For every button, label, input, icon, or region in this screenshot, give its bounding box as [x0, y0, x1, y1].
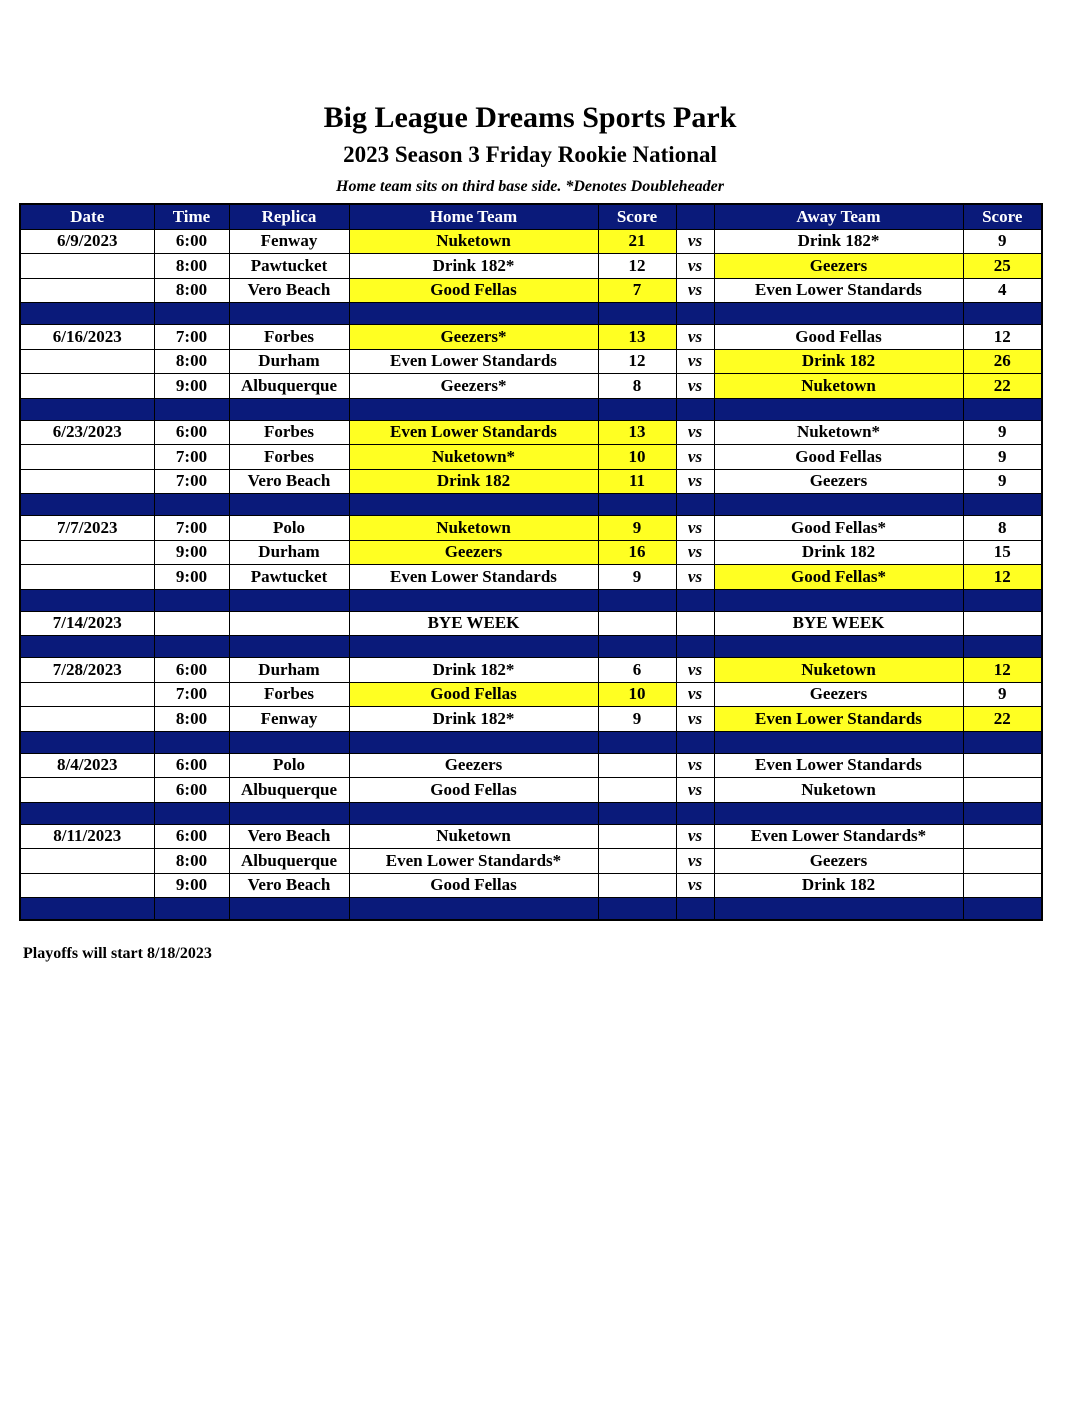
game-date: 8/11/2023	[20, 824, 154, 849]
game-row	[20, 753, 1042, 778]
away-team: Even Lower Standards*	[714, 824, 963, 849]
separator-cell	[598, 494, 676, 516]
game-replica-field: Vero Beach	[229, 873, 349, 898]
separator-cell	[154, 494, 229, 516]
game-time	[154, 611, 229, 636]
separator-cell	[676, 802, 714, 824]
header-vs	[676, 204, 714, 229]
vs-label: vs	[676, 849, 714, 874]
separator-cell	[963, 398, 1042, 420]
separator-cell	[154, 898, 229, 921]
away-team: Geezers	[714, 469, 963, 494]
header-date: Date	[20, 204, 154, 229]
game-replica-field: Vero Beach	[229, 469, 349, 494]
doubleheader-note: Home team sits on third base side. *Denotes Doubleheader	[336, 178, 724, 195]
separator-cell	[229, 802, 349, 824]
home-score: 13	[598, 420, 676, 445]
game-time: 6:00	[154, 778, 229, 803]
separator-cell	[963, 731, 1042, 753]
vs-label: vs	[676, 778, 714, 803]
home-team: Even Lower Standards	[349, 349, 598, 374]
away-team: Nuketown	[714, 374, 963, 399]
game-replica-field: Durham	[229, 540, 349, 565]
game-date	[20, 565, 154, 590]
home-score: 10	[598, 445, 676, 470]
away-score: 9	[963, 469, 1042, 494]
home-score: 9	[598, 565, 676, 590]
week-separator-row	[20, 398, 1042, 420]
separator-cell	[20, 494, 154, 516]
away-score	[963, 753, 1042, 778]
game-replica-field: Pawtucket	[229, 254, 349, 279]
home-team: Good Fellas	[349, 278, 598, 303]
away-score: 22	[963, 374, 1042, 399]
week-separator-row	[20, 802, 1042, 824]
game-time: 7:00	[154, 516, 229, 541]
away-score: 12	[963, 658, 1042, 683]
vs-label: vs	[676, 349, 714, 374]
game-time: 6:00	[154, 753, 229, 778]
week-separator-row	[20, 303, 1042, 325]
game-replica-field: Polo	[229, 516, 349, 541]
game-date	[20, 707, 154, 732]
game-time: 9:00	[154, 873, 229, 898]
separator-cell	[714, 398, 963, 420]
separator-cell	[963, 589, 1042, 611]
game-replica-field: Forbes	[229, 420, 349, 445]
home-team: Drink 182*	[349, 707, 598, 732]
home-score: 16	[598, 540, 676, 565]
game-replica-field: Durham	[229, 658, 349, 683]
vs-label: vs	[676, 682, 714, 707]
game-date: 8/4/2023	[20, 753, 154, 778]
separator-cell	[598, 398, 676, 420]
home-team: Geezers	[349, 540, 598, 565]
game-replica-field: Forbes	[229, 682, 349, 707]
away-team: Drink 182*	[714, 229, 963, 254]
game-date	[20, 540, 154, 565]
separator-cell	[676, 494, 714, 516]
separator-cell	[714, 802, 963, 824]
home-team: Nuketown*	[349, 445, 598, 470]
separator-cell	[598, 303, 676, 325]
separator-cell	[598, 636, 676, 658]
away-team: Even Lower Standards	[714, 278, 963, 303]
separator-cell	[20, 398, 154, 420]
vs-label: vs	[676, 374, 714, 399]
separator-cell	[598, 589, 676, 611]
game-replica-field: Vero Beach	[229, 824, 349, 849]
separator-cell	[714, 589, 963, 611]
separator-cell	[349, 802, 598, 824]
game-replica-field: Polo	[229, 753, 349, 778]
away-team: Geezers	[714, 682, 963, 707]
home-score	[598, 849, 676, 874]
game-row	[20, 469, 1042, 494]
home-team: Drink 182*	[349, 658, 598, 683]
home-score: 12	[598, 254, 676, 279]
game-row	[20, 682, 1042, 707]
game-row	[20, 420, 1042, 445]
separator-cell	[20, 636, 154, 658]
separator-cell	[20, 802, 154, 824]
away-score: 12	[963, 565, 1042, 590]
separator-cell	[349, 589, 598, 611]
home-team: Good Fellas	[349, 682, 598, 707]
separator-cell	[229, 731, 349, 753]
away-score	[963, 778, 1042, 803]
separator-cell	[676, 589, 714, 611]
separator-cell	[20, 731, 154, 753]
vs-label: vs	[676, 420, 714, 445]
separator-cell	[714, 898, 963, 921]
game-time: 7:00	[154, 682, 229, 707]
game-date: 7/7/2023	[20, 516, 154, 541]
game-row	[20, 824, 1042, 849]
separator-cell	[963, 802, 1042, 824]
game-time: 9:00	[154, 540, 229, 565]
home-score: 9	[598, 707, 676, 732]
separator-cell	[598, 898, 676, 921]
page-subtitle: 2023 Season 3 Friday Rookie National	[343, 142, 717, 167]
home-score	[598, 873, 676, 898]
game-date	[20, 778, 154, 803]
home-score	[598, 778, 676, 803]
separator-cell	[349, 303, 598, 325]
away-score: 9	[963, 445, 1042, 470]
away-score: 4	[963, 278, 1042, 303]
week-separator-row	[20, 494, 1042, 516]
header-row	[20, 204, 1042, 229]
separator-cell	[349, 898, 598, 921]
separator-cell	[714, 731, 963, 753]
vs-label: vs	[676, 325, 714, 350]
vs-label: vs	[676, 516, 714, 541]
home-score: 9	[598, 516, 676, 541]
game-date	[20, 682, 154, 707]
home-score	[598, 611, 676, 636]
vs-label: vs	[676, 873, 714, 898]
game-replica-field: Pawtucket	[229, 565, 349, 590]
game-date: 7/28/2023	[20, 658, 154, 683]
separator-cell	[676, 731, 714, 753]
away-score: 8	[963, 516, 1042, 541]
separator-cell	[229, 398, 349, 420]
game-row	[20, 540, 1042, 565]
game-time: 8:00	[154, 254, 229, 279]
away-team: Geezers	[714, 849, 963, 874]
game-time: 6:00	[154, 229, 229, 254]
separator-cell	[154, 589, 229, 611]
separator-cell	[598, 731, 676, 753]
separator-cell	[229, 494, 349, 516]
home-score: 6	[598, 658, 676, 683]
separator-cell	[349, 731, 598, 753]
home-team: Good Fellas	[349, 778, 598, 803]
game-replica-field: Vero Beach	[229, 278, 349, 303]
away-score: 9	[963, 420, 1042, 445]
game-replica-field: Fenway	[229, 229, 349, 254]
home-team: Drink 182*	[349, 254, 598, 279]
week-separator-row	[20, 589, 1042, 611]
vs-label: vs	[676, 824, 714, 849]
home-score: 13	[598, 325, 676, 350]
game-row	[20, 707, 1042, 732]
game-row	[20, 445, 1042, 470]
game-time: 7:00	[154, 325, 229, 350]
home-team: Nuketown	[349, 824, 598, 849]
separator-cell	[154, 636, 229, 658]
home-score: 7	[598, 278, 676, 303]
home-team: Even Lower Standards	[349, 565, 598, 590]
home-team: Even Lower Standards	[349, 420, 598, 445]
vs-label: vs	[676, 707, 714, 732]
game-row	[20, 374, 1042, 399]
game-row	[20, 229, 1042, 254]
home-team: Good Fellas	[349, 873, 598, 898]
separator-cell	[963, 898, 1042, 921]
game-time: 8:00	[154, 278, 229, 303]
separator-cell	[676, 636, 714, 658]
game-time: 6:00	[154, 658, 229, 683]
away-score: 22	[963, 707, 1042, 732]
separator-cell	[349, 398, 598, 420]
game-replica-field	[229, 611, 349, 636]
away-team: Good Fellas*	[714, 565, 963, 590]
week-separator-row	[20, 731, 1042, 753]
header-home-team: Home Team	[349, 204, 598, 229]
away-team: Good Fellas*	[714, 516, 963, 541]
separator-cell	[154, 731, 229, 753]
separator-cell	[714, 494, 963, 516]
away-team: Geezers	[714, 254, 963, 279]
separator-cell	[963, 303, 1042, 325]
vs-label	[676, 611, 714, 636]
vs-label: vs	[676, 278, 714, 303]
game-date	[20, 873, 154, 898]
away-score: 25	[963, 254, 1042, 279]
home-score: 10	[598, 682, 676, 707]
game-time: 8:00	[154, 349, 229, 374]
separator-cell	[229, 636, 349, 658]
vs-label: vs	[676, 254, 714, 279]
away-score: 26	[963, 349, 1042, 374]
away-score	[963, 611, 1042, 636]
game-time: 6:00	[154, 420, 229, 445]
playoffs-footnote: Playoffs will start 8/18/2023	[23, 945, 212, 962]
game-row	[20, 849, 1042, 874]
home-team: Drink 182	[349, 469, 598, 494]
home-score: 12	[598, 349, 676, 374]
vs-label: vs	[676, 540, 714, 565]
game-date: 7/14/2023	[20, 611, 154, 636]
separator-cell	[154, 398, 229, 420]
separator-cell	[229, 303, 349, 325]
game-date	[20, 349, 154, 374]
separator-cell	[20, 589, 154, 611]
away-score	[963, 873, 1042, 898]
bye-week-row	[20, 611, 1042, 636]
game-replica-field: Albuquerque	[229, 374, 349, 399]
away-team: Drink 182	[714, 540, 963, 565]
game-time: 6:00	[154, 824, 229, 849]
game-row	[20, 325, 1042, 350]
away-team: Nuketown	[714, 658, 963, 683]
home-team: Nuketown	[349, 516, 598, 541]
home-team: Geezers*	[349, 325, 598, 350]
home-score: 8	[598, 374, 676, 399]
separator-cell	[229, 589, 349, 611]
game-replica-field: Forbes	[229, 445, 349, 470]
vs-label: vs	[676, 445, 714, 470]
separator-cell	[676, 303, 714, 325]
away-team: Even Lower Standards	[714, 753, 963, 778]
separator-cell	[598, 802, 676, 824]
home-team: BYE WEEK	[349, 611, 598, 636]
game-replica-field: Durham	[229, 349, 349, 374]
game-date: 6/16/2023	[20, 325, 154, 350]
away-team: Nuketown*	[714, 420, 963, 445]
week-separator-row	[20, 898, 1042, 921]
vs-label: vs	[676, 229, 714, 254]
home-team: Even Lower Standards*	[349, 849, 598, 874]
game-replica-field: Forbes	[229, 325, 349, 350]
vs-label: vs	[676, 753, 714, 778]
game-row	[20, 565, 1042, 590]
away-score: 12	[963, 325, 1042, 350]
separator-cell	[20, 898, 154, 921]
home-team: Geezers	[349, 753, 598, 778]
away-team: Even Lower Standards	[714, 707, 963, 732]
header-away-score: Score	[963, 204, 1042, 229]
separator-cell	[154, 802, 229, 824]
home-score: 21	[598, 229, 676, 254]
game-time: 7:00	[154, 445, 229, 470]
game-date: 6/23/2023	[20, 420, 154, 445]
game-time: 8:00	[154, 707, 229, 732]
away-score	[963, 849, 1042, 874]
header-home-score: Score	[598, 204, 676, 229]
game-row	[20, 778, 1042, 803]
separator-cell	[349, 636, 598, 658]
vs-label: vs	[676, 469, 714, 494]
game-date	[20, 849, 154, 874]
away-team: Drink 182	[714, 349, 963, 374]
home-score: 11	[598, 469, 676, 494]
game-date	[20, 445, 154, 470]
away-score: 9	[963, 682, 1042, 707]
game-row	[20, 516, 1042, 541]
game-replica-field: Fenway	[229, 707, 349, 732]
away-team: Good Fellas	[714, 445, 963, 470]
home-score	[598, 753, 676, 778]
away-team: Good Fellas	[714, 325, 963, 350]
separator-cell	[20, 303, 154, 325]
game-date	[20, 254, 154, 279]
separator-cell	[154, 303, 229, 325]
away-score	[963, 824, 1042, 849]
separator-cell	[229, 898, 349, 921]
header-away-team: Away Team	[714, 204, 963, 229]
away-team: Nuketown	[714, 778, 963, 803]
game-row	[20, 254, 1042, 279]
vs-label: vs	[676, 565, 714, 590]
game-time: 9:00	[154, 374, 229, 399]
separator-cell	[349, 494, 598, 516]
game-date	[20, 278, 154, 303]
separator-cell	[714, 636, 963, 658]
game-time: 7:00	[154, 469, 229, 494]
header-replica: Replica	[229, 204, 349, 229]
game-row	[20, 873, 1042, 898]
week-separator-row	[20, 636, 1042, 658]
game-date: 6/9/2023	[20, 229, 154, 254]
game-row	[20, 658, 1042, 683]
game-row	[20, 278, 1042, 303]
separator-cell	[676, 398, 714, 420]
page-title: Big League Dreams Sports Park	[323, 101, 737, 134]
game-date	[20, 374, 154, 399]
game-time: 8:00	[154, 849, 229, 874]
away-team: BYE WEEK	[714, 611, 963, 636]
separator-cell	[963, 636, 1042, 658]
separator-cell	[676, 898, 714, 921]
home-team: Geezers*	[349, 374, 598, 399]
vs-label: vs	[676, 658, 714, 683]
home-team: Nuketown	[349, 229, 598, 254]
separator-cell	[963, 494, 1042, 516]
away-team: Drink 182	[714, 873, 963, 898]
game-date	[20, 469, 154, 494]
separator-cell	[714, 303, 963, 325]
game-replica-field: Albuquerque	[229, 778, 349, 803]
game-row	[20, 349, 1042, 374]
game-time: 9:00	[154, 565, 229, 590]
schedule-body	[20, 229, 1042, 920]
game-replica-field: Albuquerque	[229, 849, 349, 874]
header-time: Time	[154, 204, 229, 229]
schedule-table	[19, 203, 1043, 921]
away-score: 9	[963, 229, 1042, 254]
home-score	[598, 824, 676, 849]
away-score: 15	[963, 540, 1042, 565]
